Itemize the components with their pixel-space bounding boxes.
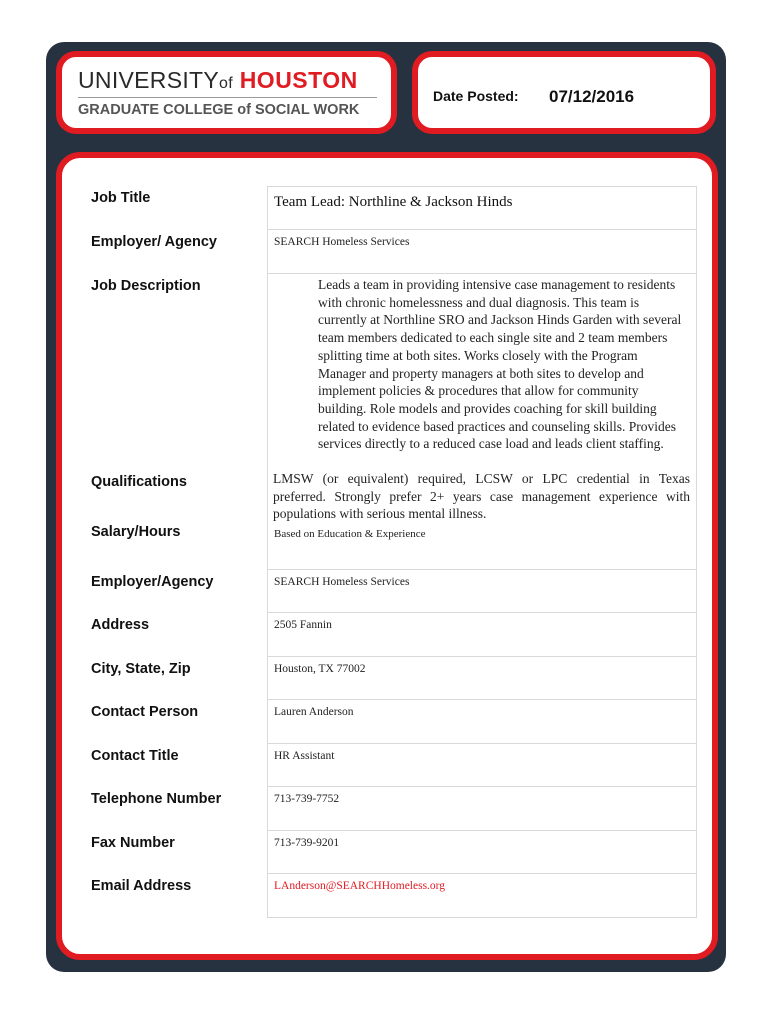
- field-label: Address: [91, 617, 150, 633]
- date-posted-label: Date Posted:: [433, 88, 519, 104]
- logo-college-name: GRADUATE COLLEGE of SOCIAL WORK: [78, 102, 360, 118]
- field-label: Qualifications: [91, 474, 187, 490]
- date-posted-box: [412, 51, 716, 134]
- field-label: City, State, Zip: [91, 661, 191, 677]
- university-logo: [56, 51, 397, 134]
- field-label: Employer/ Agency: [91, 234, 217, 250]
- field-label: Email Address: [91, 878, 192, 894]
- field-value: Leads a team in providing intensive case management to residents with chronic homelessness and dual diagnosis. This team is currently at Northline SRO and Jackson Hinds Garden with several team members dedicated to each single site and 2 team members splitting time at both sites. Works closely with the Program Manager and property managers at both sites to develop and implement policies & procedures that allow for community building. Role models and provides coaching for skill building related to evidence based practices and counseling skills. Provides services directly to a reduced case load and leads client staffing.: [267, 274, 697, 470]
- logo-divider: [78, 97, 377, 98]
- field-label: Fax Number: [91, 835, 175, 851]
- field-value: Based on Education & Experience: [267, 524, 697, 570]
- field-label: Telephone Number: [91, 791, 222, 807]
- field-value: SEARCH Homeless Services: [267, 230, 697, 274]
- field-label: Contact Person: [91, 704, 199, 720]
- field-value: HR Assistant: [267, 744, 697, 787]
- logo-university-name: UNIVERSITYof HOUSTON: [78, 67, 358, 93]
- field-value: SEARCH Homeless Services: [267, 570, 697, 613]
- job-fields: [62, 158, 712, 954]
- job-details-panel: [56, 152, 718, 960]
- field-label: Job Title: [91, 190, 151, 206]
- email-link[interactable]: LAnderson@SEARCHHomeless.org: [274, 880, 446, 892]
- date-posted-value: 07/12/2016: [549, 87, 635, 106]
- field-label: Contact Title: [91, 748, 179, 764]
- field-label: Salary/Hours: [91, 524, 181, 540]
- field-label: Job Description: [91, 278, 201, 294]
- field-value: Lauren Anderson: [267, 700, 697, 744]
- field-value: 2505 Fannin: [267, 613, 697, 657]
- field-value: 713-739-9201: [267, 831, 697, 874]
- field-value: Houston, TX 77002: [267, 657, 697, 700]
- field-value: 713-739-7752: [267, 787, 697, 831]
- field-value: Team Lead: Northline & Jackson Hinds: [267, 186, 697, 230]
- field-value: [267, 874, 697, 918]
- field-label: Employer/Agency: [91, 574, 214, 590]
- field-value: LMSW (or equivalent) required, LCSW or LPC credential in Texas preferred. Strongly prefer 2+ years case management experience with populations with serious mental illness.: [267, 470, 697, 524]
